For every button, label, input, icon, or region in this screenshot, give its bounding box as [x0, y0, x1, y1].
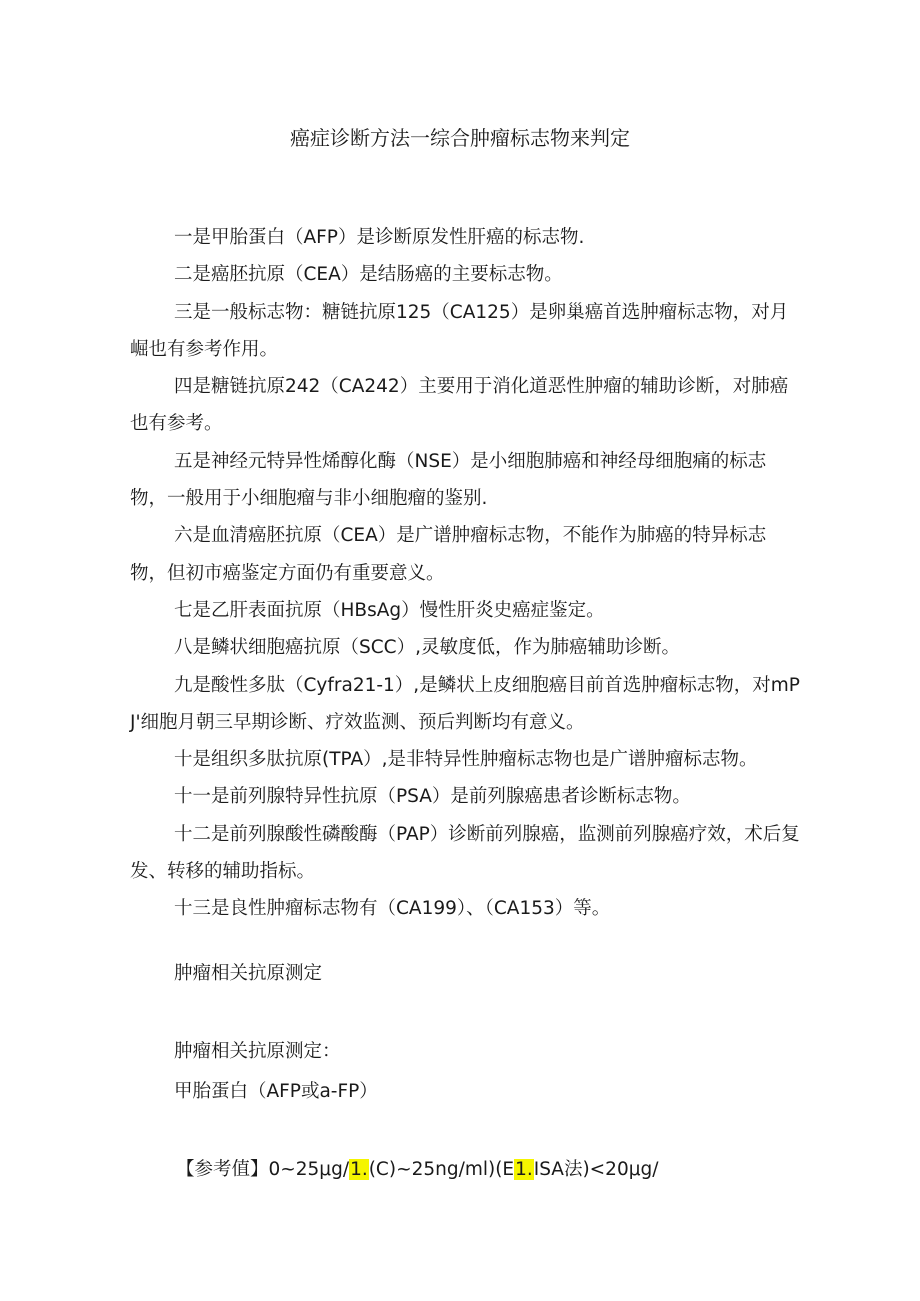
section-heading: 肿瘤相关抗原测定: [174, 963, 323, 984]
list-item: 十是组织多肽抗原(TPA）,是非特异性肿瘤标志物也是广谱肿瘤标志物。: [174, 749, 758, 771]
section-subheading: 肿瘤相关抗原测定：: [174, 1041, 341, 1062]
reference-value-line: [176, 1156, 658, 1184]
list-item: 十三是良性肿瘤标志物有（CA199）、（CA153）等。: [174, 898, 611, 920]
list-item: 三是一般标志物：糖链抗原125（CA125）是卵巢癌首选肿瘤标志物，对月崛也有参考作用。: [130, 301, 789, 360]
reference-text-part: ISA法)<20μg/: [533, 1159, 659, 1180]
marker-list: [130, 219, 802, 928]
list-item: 十一是前列腺特异性抗原（PSA）是前列腺癌患者诊断标志物。: [174, 786, 691, 808]
page-title: 癌症诊断方法一综合肿瘤标志物来判定: [290, 126, 630, 150]
list-item: 七是乙肝表面抗原（HBsAg）慢性肝炎史癌症鉴定。: [174, 599, 605, 621]
list-item: 五是神经元特异性烯醇化酶（NSE）是小细胞肺癌和神经母细胞痛的标志物，一般用于小细胞瘤与非小细胞瘤的鉴别.: [130, 450, 767, 510]
reference-text-part: (C)~25ng/ml)(E: [368, 1159, 515, 1180]
afp-heading: 甲胎蛋白（AFP或a-FP）: [174, 1081, 378, 1102]
highlighted-text: 1.: [350, 1159, 368, 1180]
list-item: 四是糖链抗原242（CA242）主要用于消化道恶性肿瘤的辅助诊断，对肺癌也有参考。: [130, 376, 789, 435]
list-item: 十二是前列腺酸性磷酸酶（PAP）诊断前列腺癌，监测前列腺癌疗效，术后复发、转移的辅助指标。: [130, 823, 800, 883]
list-item: 一是甲胎蛋白（AFP）是诊断原发性肝癌的标志物.: [174, 227, 585, 248]
list-item: 九是酸性多肽（Cyfra21-1）,是鳞状上皮细胞癌目前首选肿瘤标志物，对mPJ'细胞月朝三早期诊断、疗效监测、预后判断均有意义。: [130, 674, 800, 733]
list-item: 八是鳞状细胞癌抗原（SCC）,灵敏度低，作为肺癌辅助诊断。: [174, 637, 680, 659]
list-item: 二是癌胚抗原（CEA）是结肠癌的主要标志物。: [174, 264, 563, 286]
list-item: 六是血清癌胚抗原（CEA）是广谱肿瘤标志物，不能作为肺癌的特异标志物，但初市癌鉴定方面仍有重要意义。: [130, 525, 767, 584]
reference-text-part: 【参考值】0~25μg/: [176, 1159, 350, 1180]
highlighted-text: 1.: [515, 1159, 533, 1180]
